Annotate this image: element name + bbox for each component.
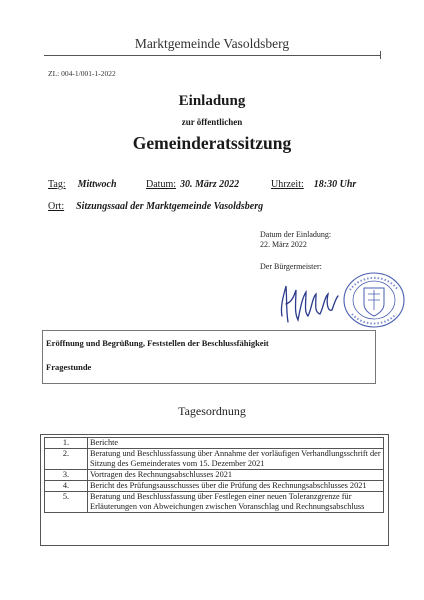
municipal-seal — [340, 270, 408, 330]
invitation-date-label: Datum der Einladung: — [260, 230, 332, 239]
agenda-text: Beratung und Beschlussfassung über Festlegen einer neuen Toleranzgrenze für Erläuterungen von Abweichungen zwischen Voranschlag und Rechnungsabschluss — [88, 492, 384, 513]
title-subline: zur öffentlichen — [181, 117, 243, 127]
agenda-number: 4. — [45, 481, 88, 492]
agenda-text: Bericht des Prüfungsausschusses über die Prüfung des Rechnungsabschlusses 2021 — [88, 481, 384, 492]
title-meeting: Gemeinderatssitzung — [132, 133, 292, 153]
agenda-row — [45, 438, 384, 449]
datum-label: Datum: — [146, 179, 176, 190]
agenda-text: Berichte — [88, 438, 384, 449]
invitation-date-block — [260, 230, 331, 250]
tag-value: Mittwoch — [77, 179, 117, 190]
invitation-date: 22. März 2022 — [260, 240, 307, 249]
meta-uhrzeit — [271, 174, 356, 192]
agenda-text: Vortragen des Rechnungsabschlusses 2021 — [88, 470, 384, 481]
datum-value: 30. März 2022 — [180, 179, 240, 190]
uhrzeit-label: Uhrzeit: — [271, 179, 304, 190]
meta-datum — [146, 174, 239, 192]
municipality-header: Marktgemeinde Vasoldsberg — [134, 36, 290, 51]
agenda-number: 2. — [45, 449, 88, 470]
ort-label: Ort: — [48, 201, 65, 212]
tag-label: Tag: — [48, 179, 66, 190]
agenda-heading: Tagesordnung — [178, 404, 246, 418]
opening-item-2: Fragestunde — [46, 362, 92, 372]
opening-item-1: Eröffnung und Begrüßung, Feststellen der Beschlussfähigkeit — [46, 338, 269, 348]
signer-title: Der Bürgermeister: — [260, 262, 322, 271]
agenda-row — [45, 492, 384, 513]
agenda-number: 3. — [45, 470, 88, 481]
agenda-row — [45, 481, 384, 492]
meta-ort — [48, 196, 263, 214]
header-divider — [44, 55, 380, 56]
header-divider-tick — [380, 51, 381, 59]
agenda-text: Beratung und Beschlussfassung über Annahme der vorläufigen Verhandlungsschrift der Sitzung des Gemeinderates vom 15. Dezember 2021 — [88, 449, 384, 470]
agenda-number: 5. — [45, 492, 88, 513]
agenda-row — [45, 449, 384, 470]
uhrzeit-value: 18:30 Uhr — [313, 179, 357, 190]
title-einladung: Einladung — [178, 93, 246, 109]
ort-value: Sitzungssaal der Marktgemeinde Vasoldsberg — [76, 201, 264, 212]
agenda-table — [44, 437, 384, 513]
meta-tag — [48, 174, 117, 192]
agenda-number: 1. — [45, 438, 88, 449]
reference-number: ZL: 004-1/001-1-2022 — [48, 69, 116, 78]
agenda-row — [45, 470, 384, 481]
